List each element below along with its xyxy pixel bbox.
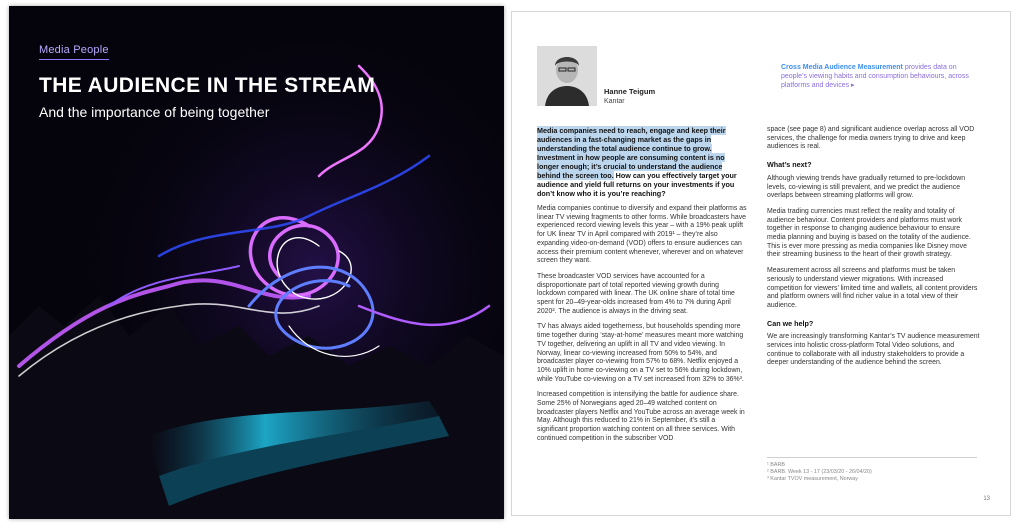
footnote: ¹ BARB	[767, 462, 785, 468]
paragraph: We are increasingly transforming Kantar’s TV audience measurement services into holistic cross-platform Total Video solutions, and continue to collaborate with all industry stakeholders to provide a deeper understanding of the audience behind the screen.	[767, 333, 980, 367]
footnote: ² BARB. Week 13 - 17 (23/03/20 - 26/04/20)	[767, 469, 872, 476]
cover-header	[39, 40, 375, 120]
paragraph: These broadcaster VOD services have accounted for a disproportionate part of total reported viewing growth during lockdown compared with linear. The UK online share of total time spent for 20–49-year-olds increased from 4% to 7% during April 2020². The audience is always in the driving seat.	[537, 272, 735, 315]
author-photo	[537, 46, 597, 106]
paragraph: space (see page 8) and significant audience overlap across all VOD services, the challenge for media owners trying to drive and keep audiences is real.	[767, 126, 975, 151]
footnotes	[767, 457, 977, 484]
paragraph: Measurement across all screens and platforms must be taken seriously to understand viewer migrations. With increased competition for viewers’ limited time and wallets, all content providers and platform owners will find richer value in a total view of their audience.	[767, 267, 978, 309]
article-page	[511, 11, 1011, 516]
paragraph: Media trading currencies must reflect the reality and totality of audience behaviour. Content providers and platforms must work together in response to changing audience behaviour to ensure media planning and buying is based on the totality of the audience. This is ever more pressing as media companies like Disney move their streaming business to the heart of their growth strategy.	[767, 207, 971, 259]
lede-rest: How can you effectively target your audience and yield full returns on your investments if you don’t know who it is you’re reaching?	[537, 171, 737, 198]
heading-whats-next: What’s next?	[767, 160, 812, 170]
body-column-right	[767, 126, 980, 375]
paragraph: Increased competition is intensifying the battle for audience share. Some 25% of Norwegians aged 20–49 watched content on broadcaster players Netflix and YouTube across an average week in May. Although this reduced to 21% in September, it’s still a significant proportion watching content on all three services. With continued competition in the subscriber VOD	[537, 391, 745, 442]
lede-highlight: Media companies need to reach, engage and keep their audiences in a fast-changing market as the gaps in understanding the total audience continue to grow. Investment in how people are consuming content is no longer enough; it’s crucial to understand the audience behind the screen too.	[537, 126, 726, 180]
paragraph: Although viewing trends have gradually returned to pre-lockdown levels, co-viewing is still prevalent, and we predict the audience overlaps between streaming platforms will grow.	[767, 174, 966, 200]
body-column-left	[537, 126, 747, 451]
section-kicker: Media People	[39, 44, 109, 60]
lede-paragraph	[537, 126, 747, 198]
paragraph: TV has always aided togetherness, but households spending more time together during ‘stay-at-home’ measures meant more watching TV together, delivering an uplift in all TV and video viewing. In Norway, linear co-viewing increased from 50% to 54%, and broadcaster player co-viewing from 57% to 68%. Netflix enjoyed a 10% uplift in home co-viewing on a TV set to 56% during lockdown, while YouTube co-viewing on a TV set increased from 32% to 36%³.	[537, 323, 744, 383]
paragraph: Media companies continue to diversify and expand their platforms as linear TV viewing fragments to other forms. While broadcasters have experienced record viewing levels this year – with a 19% peak uplift for UK linear TV in April compared with 2019¹ – they’re also expanding video-on-demand (VOD) offers to ensure audiences can access their premium content whenever, wherever and on whatever screen they want.	[537, 205, 747, 265]
author-name: Hanne Teigum	[604, 87, 656, 96]
author-org: Kantar	[604, 98, 625, 105]
promo-text: provides data on people’s viewing habits and consumption behaviours, across platforms and devices ▸	[781, 64, 969, 89]
promo-strong: Cross Media Audience Measurement	[781, 64, 903, 71]
promo-link[interactable]	[781, 63, 981, 90]
heading-can-we-help: Can we help?	[767, 318, 814, 328]
article-subtitle: And the importance of being together	[39, 104, 270, 120]
article-title: THE AUDIENCE IN THE STREAM	[39, 74, 376, 97]
page-number: 13	[983, 496, 990, 502]
footnote: ³ Kantar TVOV measurement, Norway	[767, 476, 858, 483]
cover-page	[9, 6, 504, 519]
